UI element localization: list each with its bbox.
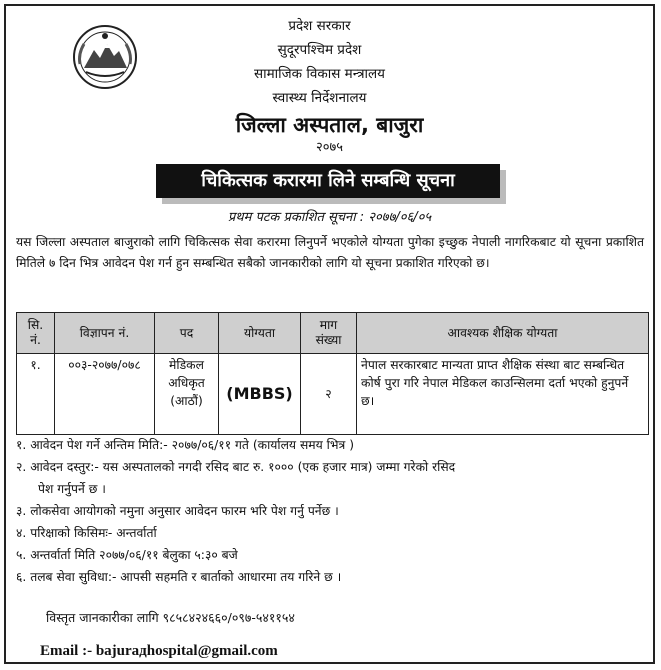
- notice-page: [4, 4, 655, 664]
- list-item: ५. अन्तर्वार्ता मिति २०७७/०६/११ बेलुका ५:३० बजे: [16, 548, 238, 562]
- cell-qualification: (MBBS): [219, 354, 301, 435]
- cell-requirement: नेपाल सरकारबाट मान्यता प्राप्त शैक्षिक संस्था बाट सम्बन्धित कोर्ष पुरा गरि नेपाल मेडिकल काउन्सिलमा दर्ता भएको हुनुपर्ने छ।: [357, 354, 649, 435]
- cell-sn: १.: [17, 354, 55, 435]
- directorate-line: स्वास्थ्य निर्देशनालय: [272, 90, 367, 106]
- cell-adv-no: ००३-२०७७/०७८: [55, 354, 155, 435]
- col-header-requirement: आवश्यक शैक्षिक योग्यता: [357, 313, 649, 354]
- list-item: १. आवेदन पेश गर्ने अन्तिम मिति:- २०७७/०६/११ गते (कार्यालय समय भित्र ): [16, 438, 354, 452]
- col-header-adv-no: विज्ञापन नं.: [55, 313, 155, 354]
- col-header-sn: सि. नं.: [17, 313, 55, 354]
- table-row: [17, 354, 649, 435]
- list-item: २. आवेदन दस्तुर:- यस अस्पतालको नगदी रसिद बाट रु. १००० (एक हजार मात्र) जम्मा गरेको रसिद: [16, 460, 456, 474]
- list-item: ३. लोकसेवा आयोगको नमुना अनुसार आवेदन फारम भरि पेश गर्नु पर्नेछ ।: [16, 504, 339, 518]
- conditions-list: [16, 434, 648, 588]
- cell-demand: २: [301, 354, 357, 435]
- table-header-row: [17, 313, 649, 354]
- col-header-post: पद: [155, 313, 219, 354]
- col-header-demand: माग संख्या: [301, 313, 357, 354]
- publication-subtitle: प्रथम पटक प्रकाशित सूचना : २०७७/०६/०५: [227, 210, 432, 225]
- contact-info: विस्तृत जानकारीका लागि ९८५८४२४६६०/०९७-५४११५४: [46, 610, 295, 625]
- notice-body: यस जिल्ला अस्पताल बाजुराको लागि चिकित्सक सेवा करारमा लिनुपर्ने भएकोले योग्यता पुगेका इच्छुक नेपाली नागरिकबाट यो सूचना प्रकाशित मितिले ७ दिन भित्र आवेदन पेश गर्न हुन सम्बन्धित सबैको जानकारीको लागि यो सूचना प्रकाशित गरिएको छ।: [16, 235, 644, 270]
- hospital-title: जिल्ला अस्पताल, बाजुरा: [235, 113, 424, 137]
- govt-line: प्रदेश सरकार: [288, 18, 351, 34]
- list-item: ४. परिक्षाको किसिमः- अन्तर्वार्ता: [16, 526, 157, 540]
- list-item: ६. तलब सेवा सुविधा:- आपसी सहमति र बार्ताको आधारमा तय गरिने छ ।: [16, 570, 342, 584]
- year-label: २०७५: [315, 140, 344, 155]
- email-link[interactable]: Email :- bajurадhospital@gmail.com: [40, 643, 278, 659]
- province-line: सुदूरपश्चिम प्रदेश: [277, 42, 362, 58]
- col-header-qualification: योग्यता: [219, 313, 301, 354]
- notice-banner: चिकित्सक करारमा लिने सम्बन्धि सूचना: [156, 164, 500, 198]
- list-item-continuation-text: पेश गर्नुपर्ने छ ।: [38, 482, 106, 496]
- list-item-continuation: [16, 478, 648, 500]
- ministry-line: सामाजिक विकास मन्त्रालय: [253, 66, 386, 82]
- cell-post: मेडिकल अधिकृत (आठौं): [155, 354, 219, 435]
- requirements-table: [16, 312, 649, 435]
